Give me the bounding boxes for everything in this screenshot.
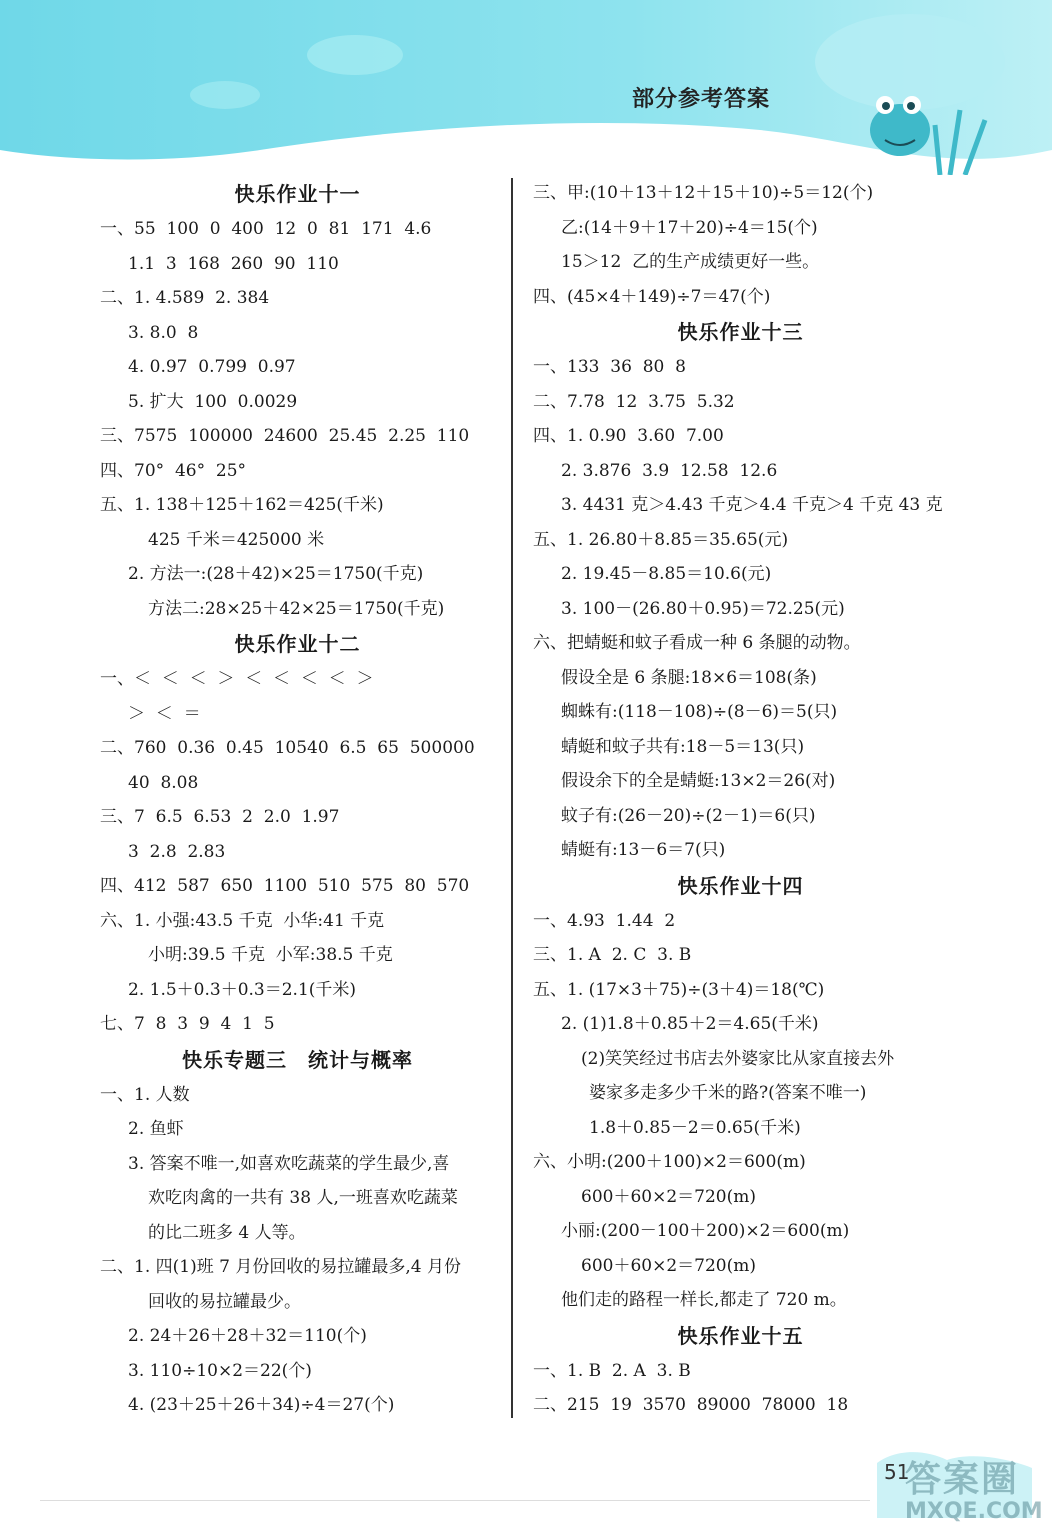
answer-line: 一、1. B 2. A 3. B: [533, 1360, 691, 1381]
answer-line: 假设余下的全是蜻蜓:13×2＝26(对): [561, 771, 836, 791]
section-title: 快乐专题三 统计与概率: [182, 1047, 413, 1072]
right-answer-column: [533, 176, 948, 1423]
answer-line: 的比二班多 4 人等。: [148, 1222, 306, 1243]
bottom-rule: [40, 1500, 870, 1501]
answer-line: 40 8.08: [128, 772, 199, 793]
answer-line: 一、133 36 80 8: [533, 357, 686, 377]
answer-line: 一、55 100 0 400 12 0 81 171 4.6: [100, 219, 432, 239]
watermark-url: MXQE.COM: [905, 1499, 1043, 1524]
answer-line: 2. 方法一:(28＋42)×25＝1750(千克): [128, 564, 424, 584]
section-title: 快乐作业十五: [677, 1323, 804, 1348]
answer-line: 一、＜ ＜ ＜ ＞ ＜ ＜ ＜ ＜ ＞: [100, 669, 374, 689]
answer-line: 乙:(14＋9＋17＋20)÷4＝15(个): [561, 217, 818, 238]
answer-line: 一、4.93 1.44 2: [533, 910, 676, 931]
answer-line: 七、7 8 3 9 4 1 5: [100, 1014, 275, 1034]
answer-line: 2. 3.876 3.9 12.58 12.6: [561, 460, 778, 481]
answer-line: 五、1. (17×3＋75)÷(3＋4)＝18(℃): [533, 979, 825, 1000]
page-number: 51: [884, 1460, 910, 1484]
left-answer-column: [100, 176, 495, 1423]
answer-line: 二、215 19 3570 89000 78000 18: [533, 1395, 849, 1415]
answer-line: 四、1. 0.90 3.60 7.00: [533, 426, 724, 446]
answer-line: 3. 8.0 8: [128, 322, 199, 343]
section-title: 快乐作业十四: [677, 873, 804, 898]
answer-line: 2. 19.45－8.85＝10.6(元): [561, 564, 772, 584]
answer-line: 1.8＋0.85－2＝0.65(千米): [589, 1117, 801, 1138]
page-header: [0, 0, 1052, 175]
answer-line: 蜻蜓有:13－6＝7(只): [561, 840, 726, 860]
watermark-logo-text: 答案圈: [905, 1459, 1020, 1500]
answer-line: 15＞12 乙的生产成绩更好一些。: [561, 252, 820, 272]
answer-line: 二、760 0.36 0.45 10540 6.5 65 500000: [100, 738, 475, 758]
page-header-title: 部分参考答案: [632, 87, 771, 112]
section-title: 快乐作业十二: [234, 632, 361, 656]
answer-line: 蜻蜓和蚊子共有:18－5＝13(只): [561, 736, 805, 757]
answer-line: 四、412 587 650 1100 510 575 80 570: [100, 876, 470, 896]
answer-line: 假设全是 6 条腿:18×6＝108(条): [561, 667, 817, 688]
answer-line: 600＋60×2＝720(m): [581, 1186, 756, 1207]
answer-line: 小丽:(200－100＋200)×2＝600(m): [561, 1221, 850, 1241]
answer-line: 二、7.78 12 3.75 5.32: [533, 391, 735, 412]
answer-line: 2. 24＋26＋28＋32＝110(个): [128, 1326, 367, 1346]
watermark: [905, 1455, 1045, 1530]
answer-line: 一、1. 人数: [100, 1084, 190, 1105]
answer-line: 3. 答案不唯一,如喜欢吃蔬菜的学生最少,喜: [128, 1153, 450, 1174]
answer-line: 六、小明:(200＋100)×2＝600(m): [533, 1152, 806, 1172]
answer-line: 4. 0.97 0.799 0.97: [128, 357, 296, 377]
answer-line: 600＋60×2＝720(m): [581, 1255, 756, 1276]
answer-line: 三、7 6.5 6.53 2 2.0 1.97: [100, 807, 340, 827]
column-divider: [511, 178, 513, 1418]
answer-line: 三、甲:(10＋13＋12＋15＋10)÷5＝12(个): [533, 183, 874, 203]
answer-line: 1.1 3 168 260 90 110: [128, 253, 339, 274]
answer-line: 3. 110÷10×2＝22(个): [128, 1360, 312, 1381]
answer-line: 2. 1.5＋0.3＋0.3＝2.1(千米): [128, 979, 357, 1000]
answer-line: 他们走的路程一样长,都走了 720 m。: [561, 1290, 847, 1310]
answer-line: 四、70° 46° 25°: [100, 460, 247, 481]
answer-line: 425 千米＝425000 米: [148, 529, 325, 550]
answer-line: 3. 100－(26.80＋0.95)＝72.25(元): [561, 598, 845, 619]
answer-line: 蚊子有:(26－20)÷(2－1)＝6(只): [561, 805, 816, 826]
answer-line: 3. 4431 克＞4.43 千克＞4.4 千克＞4 千克 43 克: [561, 495, 943, 515]
answer-line: 二、1. 四(1)班 7 月份回收的易拉罐最多,4 月份: [100, 1257, 461, 1277]
answer-line: 3 2.8 2.83: [128, 841, 226, 862]
section-title: 快乐作业十一: [234, 182, 361, 206]
answer-line: 5. 扩大 100 0.0029: [128, 391, 298, 412]
answer-line: 蜘蛛有:(118－108)÷(8－6)＝5(只): [561, 702, 838, 722]
header-decoration: [0, 0, 1052, 175]
answer-line: (2)笑笑经过书店去外婆家比从家直接去外: [581, 1048, 895, 1069]
answer-line: 小明:39.5 千克 小军:38.5 千克: [148, 945, 393, 965]
answer-line: 欢吃肉禽的一共有 38 人,一班喜欢吃蔬菜: [148, 1188, 458, 1208]
answer-line: 2. (1)1.8＋0.85＋2＝4.65(千米): [561, 1014, 819, 1034]
answer-line: 五、1. 26.80＋8.85＝35.65(元): [533, 529, 789, 550]
answer-line: 二、1. 4.589 2. 384: [100, 288, 270, 308]
answer-line: 2. 鱼虾: [128, 1119, 184, 1139]
answer-line: 六、把蜻蜓和蚊子看成一种 6 条腿的动物。: [533, 633, 861, 653]
section-title: 快乐作业十三: [677, 320, 804, 344]
answer-line: 回收的易拉罐最少。: [148, 1291, 301, 1312]
answer-line: 方法二:28×25＋42×25＝1750(千克): [148, 598, 445, 619]
answer-line: 4. (23＋25＋26＋34)÷4＝27(个): [128, 1395, 395, 1415]
answer-line: 三、1. A 2. C 3. B: [533, 945, 692, 965]
answer-line: 六、1. 小强:43.5 千克 小华:41 千克: [100, 910, 385, 931]
answer-line: 三、7575 100000 24600 25.45 2.25 110: [100, 426, 470, 446]
answer-line: 四、(45×4＋149)÷7＝47(个): [533, 286, 771, 307]
answer-line: 婆家多走多少千米的路?(答案不唯一): [589, 1083, 867, 1103]
answer-line: 五、1. 138＋125＋162＝425(千米): [100, 495, 384, 515]
answer-line: ＞ ＜ ＝: [128, 703, 201, 724]
